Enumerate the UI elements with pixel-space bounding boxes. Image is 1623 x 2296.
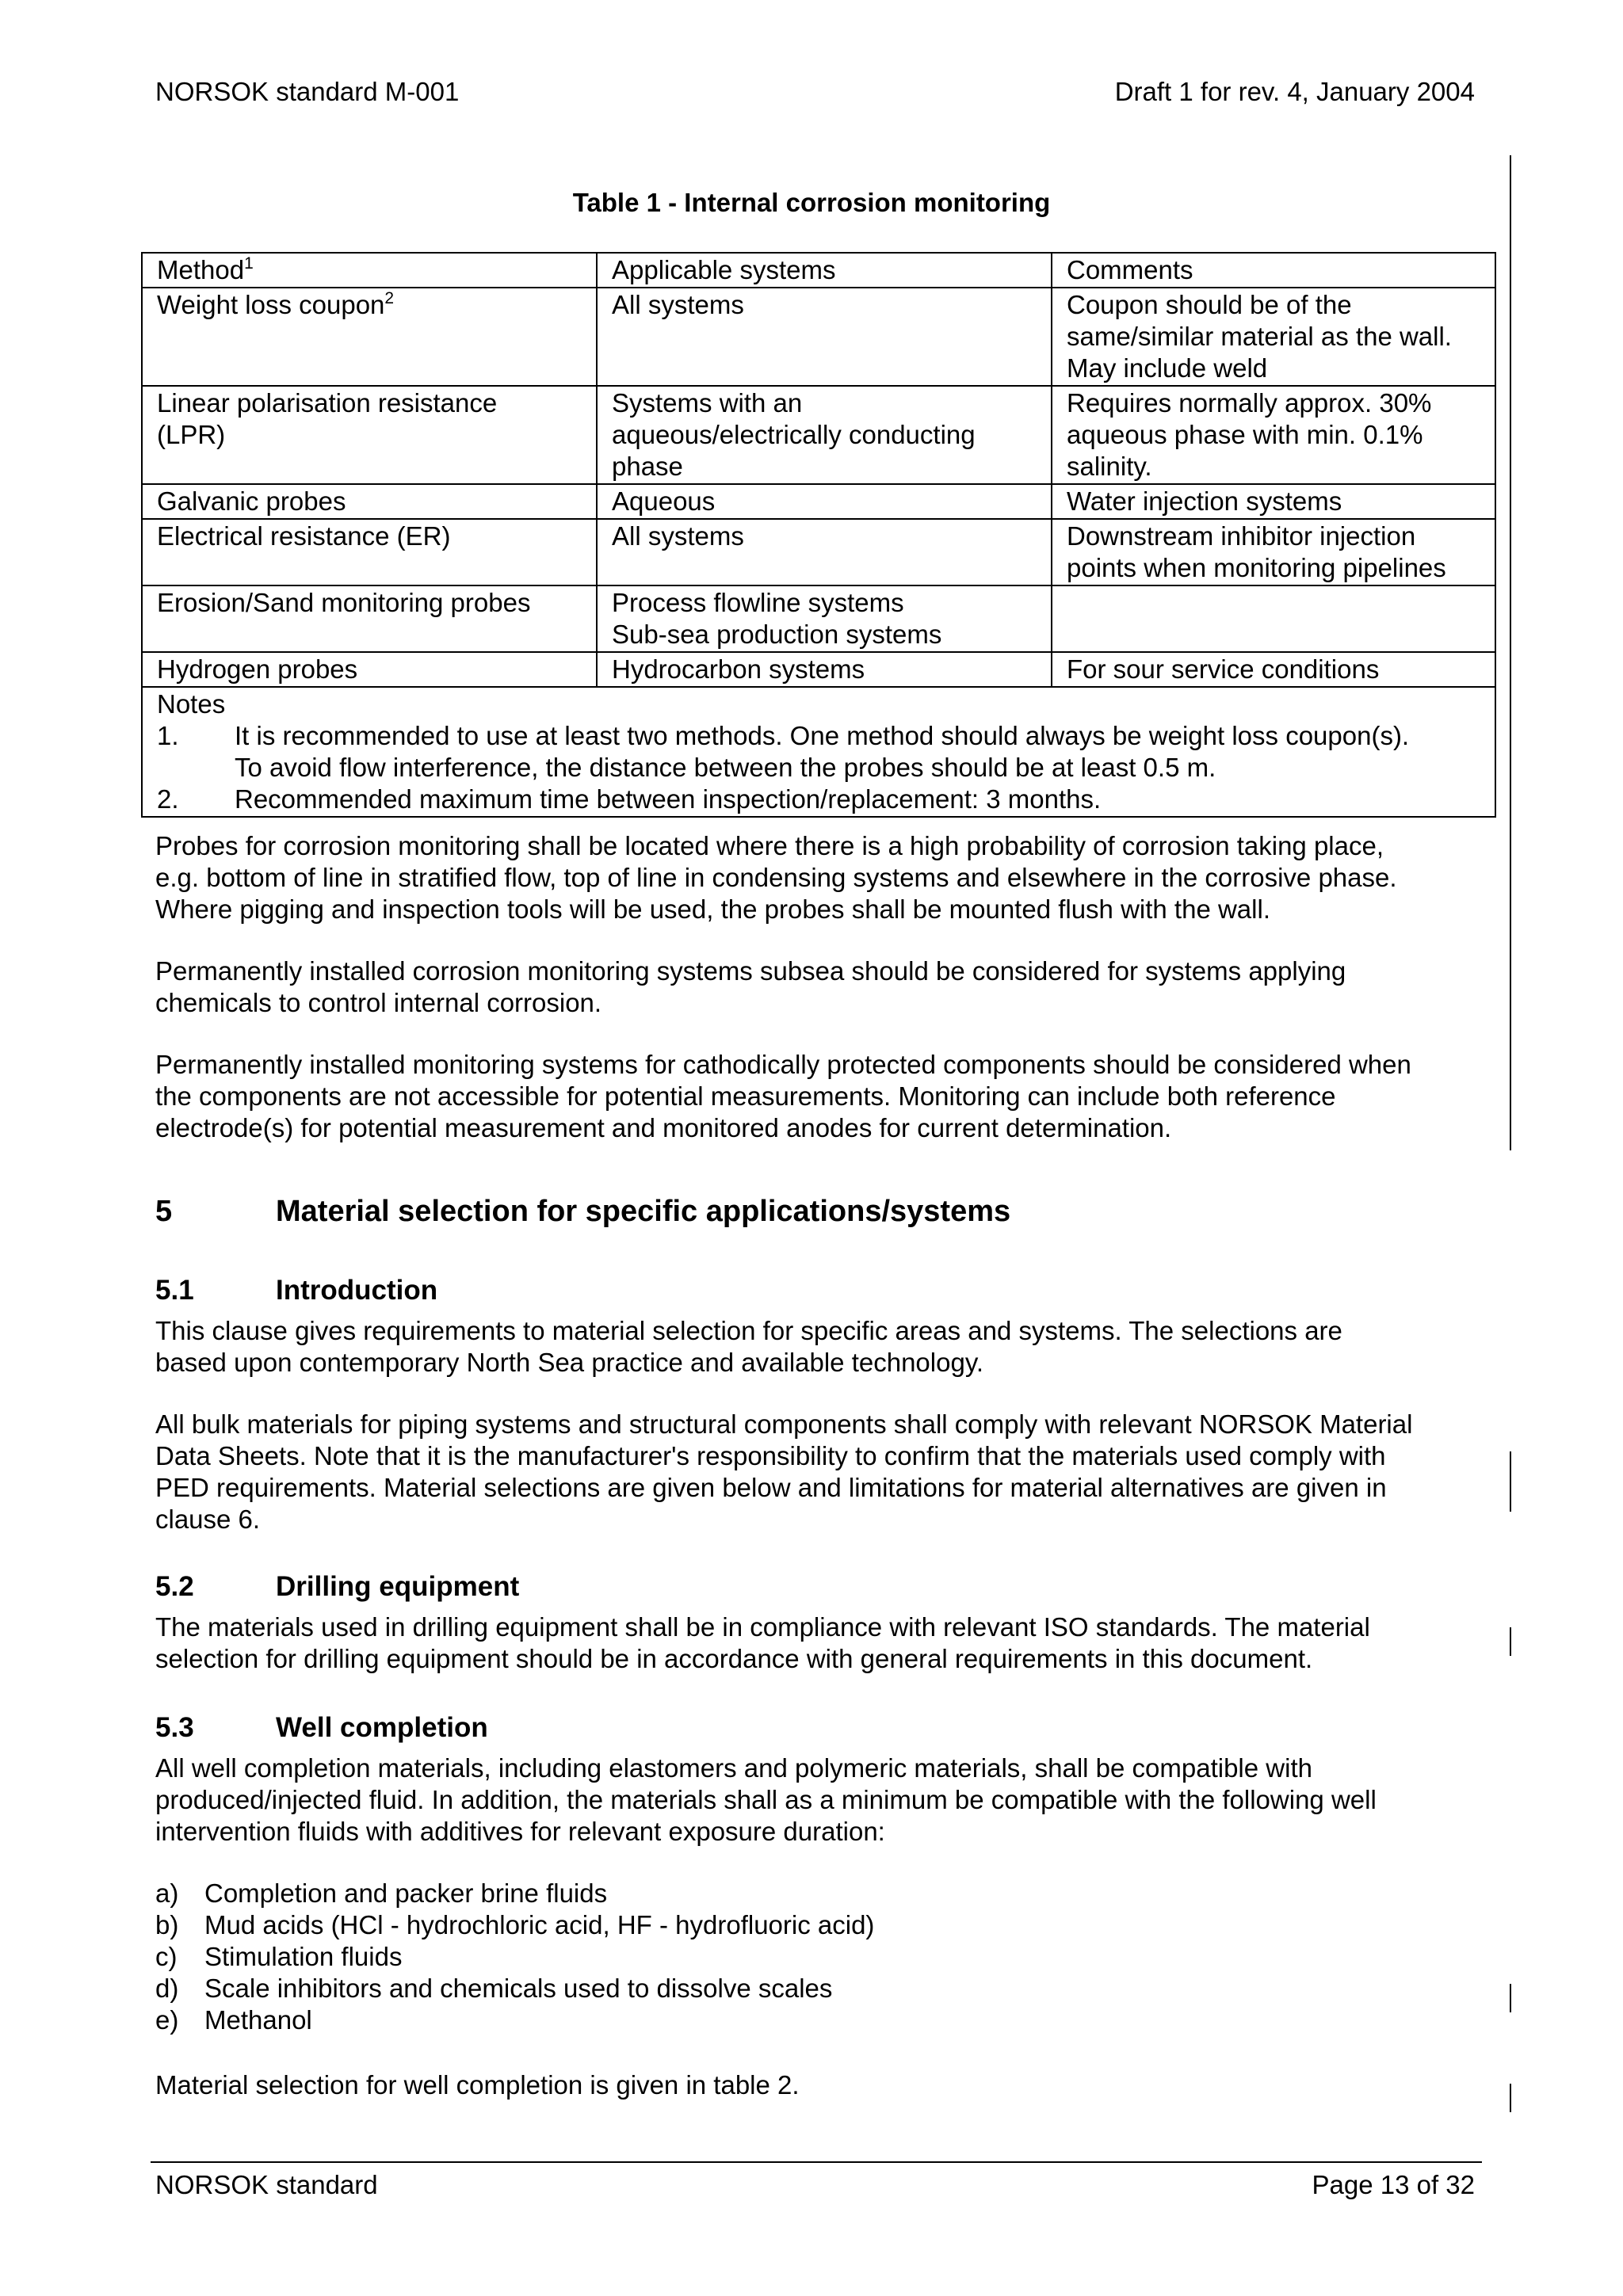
systems-cell (597, 288, 1052, 386)
paragraph-well-completion (155, 1753, 1495, 1848)
paragraph-subsea-monitoring (155, 955, 1495, 1019)
header-cell-method (142, 253, 597, 288)
paragraph-line: clause 6. (155, 1505, 261, 1534)
footer-standard-name: NORSOK standard (155, 2170, 378, 2199)
footnote-marker: 2 (384, 289, 395, 307)
section-5-heading (155, 1193, 1010, 1230)
paragraph-cathodic-monitoring (155, 1049, 1495, 1144)
method-cell (142, 386, 597, 484)
notes-title: Notes (157, 689, 226, 719)
paragraph-line: PED requirements. Material selections are given below and limitations for material alternatives are given in (155, 1473, 1387, 1502)
systems-text: aqueous/electrically conducting (612, 420, 976, 449)
table-row (142, 652, 1495, 687)
method-text: (LPR) (157, 420, 226, 449)
method-cell (142, 585, 597, 652)
section-number: 5 (155, 1195, 173, 1228)
comments-cell (1052, 585, 1495, 652)
corrosion-monitoring-table (141, 252, 1496, 818)
paragraph-line: Permanently installed corrosion monitoring systems subsea should be considered for systems applying (155, 956, 1346, 986)
paragraph-line: chemicals to control internal corrosion. (155, 988, 602, 1017)
paragraph-line: e.g. bottom of line in stratified flow, top of line in condensing systems and elsewhere in the corrosive phase. (155, 863, 1397, 892)
revision-change-bar (1510, 155, 1511, 1150)
note-number: 2. (157, 784, 179, 814)
list-item (155, 2004, 1495, 2036)
systems-cell (597, 585, 1052, 652)
systems-text: Systems with an (612, 388, 803, 418)
comments-text: Coupon should be of the (1067, 290, 1352, 319)
paragraph-line: intervention fluids with additives for relevant exposure duration: (155, 1817, 885, 1846)
list-text: Methanol (204, 2005, 312, 2035)
comments-text: For sour service conditions (1067, 654, 1380, 684)
method-cell (142, 519, 597, 585)
table-row (142, 585, 1495, 652)
note-number: 1. (157, 721, 179, 750)
comments-cell (1052, 519, 1495, 585)
list-text: Stimulation fluids (204, 1942, 403, 1971)
note-text: It is recommended to use at least two methods. One method should always be weight loss coupon(s). (235, 721, 1410, 750)
paragraph-line: the components are not accessible for potential measurements. Monitoring can include both reference (155, 1081, 1336, 1111)
paragraph-line: All bulk materials for piping systems and structural components shall comply with relevant NORSOK Material (155, 1409, 1413, 1439)
header-cell-comments: Comments (1052, 253, 1495, 288)
table-row (142, 484, 1495, 519)
paragraph-introduction (155, 1315, 1495, 1379)
paragraph-line: Material selection for well completion is given in table 2. (155, 2070, 800, 2100)
systems-text: All systems (612, 290, 744, 319)
comments-text: Water injection systems (1067, 486, 1342, 516)
table-row (142, 519, 1495, 585)
section-title: Drilling equipment (276, 1571, 520, 1602)
comments-text: salinity. (1067, 452, 1152, 481)
table-header-row (142, 253, 1495, 288)
comments-text: points when monitoring pipelines (1067, 553, 1446, 582)
header-draft-info: Draft 1 for rev. 4, January 2004 (1114, 77, 1475, 106)
systems-text: Sub-sea production systems (612, 620, 942, 649)
list-letter: a) (155, 1878, 179, 1908)
paragraph-line: Probes for corrosion monitoring shall be located where there is a high probability of corrosion taking place, (155, 831, 1384, 860)
comments-text: Downstream inhibitor injection (1067, 521, 1416, 551)
section-number: 5.1 (155, 1275, 194, 1306)
section-5-3-heading (155, 1711, 488, 1745)
note-text: To avoid flow interference, the distance between the probes should be at least 0.5 m. (235, 753, 1216, 782)
header-method-label: Method (157, 255, 245, 284)
method-cell (142, 288, 597, 386)
systems-cell (597, 386, 1052, 484)
paragraph-line: produced/injected fluid. In addition, the materials shall as a minimum be compatible with the following well (155, 1785, 1377, 1814)
list-text: Completion and packer brine fluids (204, 1878, 608, 1908)
table-title: Table 1 - Internal corrosion monitoring (572, 188, 1051, 217)
systems-cell (597, 652, 1052, 687)
section-number: 5.3 (155, 1712, 194, 1743)
table-note (157, 720, 1480, 784)
list-letter: e) (155, 2005, 179, 2035)
footnote-marker: 1 (244, 254, 254, 273)
paragraph-line: based upon contemporary North Sea practice and available technology. (155, 1348, 984, 1377)
systems-cell (597, 484, 1052, 519)
footer-rule (151, 2161, 1482, 2163)
method-text: Weight loss coupon (157, 290, 385, 319)
list-item (155, 1909, 1495, 1941)
note-text: Recommended maximum time between inspection/replacement: 3 months. (235, 784, 1102, 814)
list-letter: b) (155, 1910, 179, 1939)
list-item (155, 1941, 1495, 1973)
header-cell-systems: Applicable systems (597, 253, 1052, 288)
section-5-1-heading (155, 1274, 437, 1307)
section-title: Well completion (276, 1712, 488, 1743)
comments-text: Requires normally approx. 30% (1067, 388, 1432, 418)
list-item (155, 1878, 1495, 1909)
list-letter: d) (155, 1974, 179, 2003)
systems-text: All systems (612, 521, 744, 551)
paragraph-line: Data Sheets. Note that it is the manufacturer's responsibility to confirm that the materials used comply with (155, 1441, 1386, 1470)
comments-text: aqueous phase with min. 0.1% (1067, 420, 1423, 449)
revision-change-bar (1510, 1451, 1511, 1512)
method-cell (142, 484, 597, 519)
list-item (155, 1973, 1495, 2004)
revision-change-bar (1510, 2084, 1511, 2112)
paragraph-line: electrode(s) for potential measurement and monitored anodes for current determination. (155, 1113, 1172, 1142)
systems-text: Hydrocarbon systems (612, 654, 865, 684)
paragraph-line: Where pigging and inspection tools will be used, the probes shall be mounted flush with the wall. (155, 894, 1270, 924)
paragraph-line: The materials used in drilling equipment shall be in compliance with relevant ISO standards. The material (155, 1612, 1370, 1642)
method-text: Linear polarisation resistance (157, 388, 498, 418)
table-notes-cell (142, 687, 1495, 817)
intervention-fluids-list (155, 1878, 1495, 2036)
paragraph-line: selection for drilling equipment should be in accordance with general requirements in this document. (155, 1644, 1313, 1673)
section-title: Material selection for specific applications/systems (276, 1195, 1011, 1228)
paragraph-line: Permanently installed monitoring systems for cathodically protected components should be considered when (155, 1050, 1411, 1079)
systems-text: Aqueous (612, 486, 716, 516)
comments-text: same/similar material as the wall. (1067, 322, 1452, 351)
systems-text: Process flowline systems (612, 588, 904, 617)
table-note (157, 784, 1480, 815)
comments-cell (1052, 386, 1495, 484)
comments-cell (1052, 652, 1495, 687)
paragraph-bulk-materials (155, 1409, 1495, 1535)
paragraph-probe-location (155, 830, 1495, 925)
comments-cell (1052, 288, 1495, 386)
paragraph-line: This clause gives requirements to material selection for specific areas and systems. The selections are (155, 1316, 1342, 1345)
header-standard-name: NORSOK standard M-001 (155, 77, 460, 106)
table-notes-row (142, 687, 1495, 817)
revision-change-bar (1510, 1984, 1511, 2012)
section-number: 5.2 (155, 1571, 194, 1602)
list-text: Scale inhibitors and chemicals used to dissolve scales (204, 1974, 833, 2003)
method-text: Erosion/Sand monitoring probes (157, 588, 531, 617)
list-letter: c) (155, 1942, 178, 1971)
comments-text: May include weld (1067, 353, 1268, 383)
paragraph-line: All well completion materials, including elastomers and polymeric materials, shall be compatible with (155, 1753, 1312, 1783)
systems-cell (597, 519, 1052, 585)
paragraph-drilling-equipment (155, 1611, 1495, 1675)
method-text: Galvanic probes (157, 486, 346, 516)
comments-cell (1052, 484, 1495, 519)
section-5-2-heading (155, 1570, 519, 1604)
table-row (142, 288, 1495, 386)
paragraph-table-reference (155, 2069, 1495, 2101)
footer-page-number: Page 13 of 32 (1312, 2170, 1475, 2199)
revision-change-bar (1510, 1627, 1511, 1656)
section-title: Introduction (276, 1275, 438, 1306)
method-text: Hydrogen probes (157, 654, 358, 684)
systems-text: phase (612, 452, 683, 481)
method-cell (142, 652, 597, 687)
table-row (142, 386, 1495, 484)
method-text: Electrical resistance (ER) (157, 521, 451, 551)
list-text: Mud acids (HCl - hydrochloric acid, HF - hydrofluoric acid) (204, 1910, 875, 1939)
